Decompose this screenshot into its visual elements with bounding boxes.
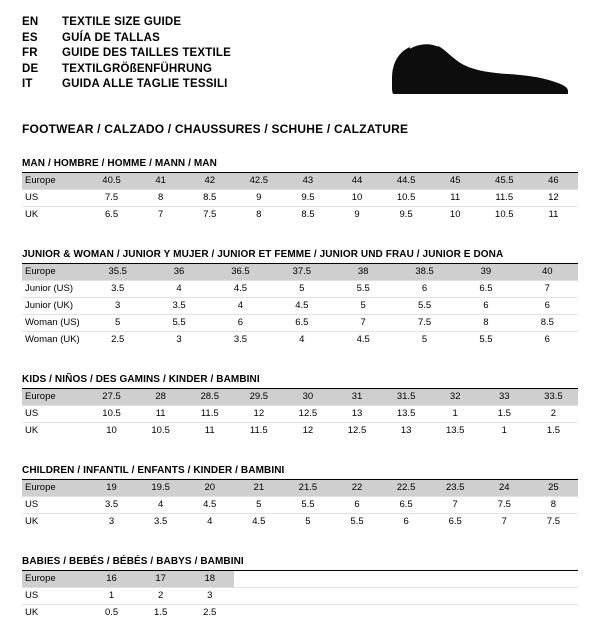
cell: 6 — [517, 298, 578, 315]
cell: 8.5 — [283, 207, 332, 224]
language-title: GUIDE DES TAILLES TEXTILE — [62, 47, 231, 63]
cell: 9 — [234, 190, 283, 207]
table-row — [22, 173, 578, 190]
table-row — [22, 406, 578, 423]
cell: 7.5 — [87, 190, 136, 207]
table-row — [22, 264, 578, 281]
cell: 5.5 — [148, 315, 209, 332]
cell: 32 — [431, 389, 480, 406]
cell: 13 — [332, 406, 381, 423]
language-rows — [22, 16, 231, 94]
language-code: EN — [22, 16, 62, 32]
block-title: JUNIOR & WOMAN / JUNIOR Y MUJER / JUNIOR ET FEMME / JUNIOR UND FRAU / JUNIOR E DONA — [22, 249, 578, 264]
cell-empty — [529, 571, 578, 588]
cell-empty — [283, 588, 332, 605]
row-label: Europe — [22, 389, 87, 406]
cell: 45.5 — [480, 173, 529, 190]
cell: 7 — [333, 315, 394, 332]
cell: 6.5 — [431, 514, 480, 531]
cell-empty — [283, 571, 332, 588]
block-title: MAN / HOMBRE / HOMME / MANN / MAN — [22, 158, 578, 173]
cell: 6.5 — [382, 497, 431, 514]
cell: 19.5 — [136, 480, 185, 497]
cell: 29.5 — [234, 389, 283, 406]
row-label: UK — [22, 605, 87, 621]
header — [22, 16, 578, 104]
cell: 10 — [431, 207, 480, 224]
cell: 4.5 — [333, 332, 394, 349]
cell: 11 — [185, 423, 234, 440]
cell-empty — [480, 588, 529, 605]
cell: 3.5 — [148, 298, 209, 315]
cell: 28.5 — [185, 389, 234, 406]
row-label: Europe — [22, 571, 87, 588]
cell: 9 — [332, 207, 381, 224]
cell: 8 — [136, 190, 185, 207]
cell-empty — [382, 571, 431, 588]
cell: 7.5 — [394, 315, 455, 332]
row-label: Europe — [22, 173, 87, 190]
cell: 19 — [87, 480, 136, 497]
table-row — [22, 423, 578, 440]
cell: 10 — [87, 423, 136, 440]
cell: 11.5 — [234, 423, 283, 440]
cell-empty — [480, 571, 529, 588]
cell: 27.5 — [87, 389, 136, 406]
cell: 5 — [234, 497, 283, 514]
row-label: US — [22, 406, 87, 423]
size-block-children — [22, 465, 578, 530]
cell: 3 — [185, 588, 234, 605]
cell: 31.5 — [382, 389, 431, 406]
cell: 5 — [283, 514, 332, 531]
row-label: Europe — [22, 480, 87, 497]
cell: 44 — [332, 173, 381, 190]
cell: 5.5 — [455, 332, 516, 349]
table-row — [22, 605, 578, 621]
cell: 37.5 — [271, 264, 332, 281]
row-label: US — [22, 190, 87, 207]
language-title-table — [22, 16, 231, 94]
cell: 12 — [234, 406, 283, 423]
block-title: KIDS / NIÑOS / DES GAMINS / KINDER / BAMBINI — [22, 374, 578, 389]
language-title: GUIDA ALLE TAGLIE TESSILI — [62, 78, 231, 94]
language-row — [22, 16, 231, 32]
size-table — [22, 480, 578, 530]
cell-empty — [283, 605, 332, 621]
cell-empty — [382, 605, 431, 621]
cell: 12 — [529, 190, 578, 207]
table-row — [22, 480, 578, 497]
cell: 46 — [529, 173, 578, 190]
cell: 4.5 — [185, 497, 234, 514]
language-row — [22, 32, 231, 48]
language-code: IT — [22, 78, 62, 94]
table-row — [22, 281, 578, 298]
cell-empty — [431, 588, 480, 605]
cell-empty — [234, 571, 283, 588]
cell: 5 — [271, 281, 332, 298]
cell: 13 — [382, 423, 431, 440]
table-row — [22, 207, 578, 224]
cell: 38 — [333, 264, 394, 281]
size-block-babies — [22, 556, 578, 621]
table-row — [22, 298, 578, 315]
cell: 20 — [185, 480, 234, 497]
cell: 44.5 — [382, 173, 431, 190]
cell: 35.5 — [87, 264, 148, 281]
cell: 6.5 — [87, 207, 136, 224]
table-row — [22, 332, 578, 349]
cell: 3.5 — [87, 497, 136, 514]
language-code: FR — [22, 47, 62, 63]
cell: 40 — [517, 264, 578, 281]
cell: 10.5 — [480, 207, 529, 224]
cell: 8.5 — [185, 190, 234, 207]
cell: 4 — [210, 298, 271, 315]
cell: 21.5 — [283, 480, 332, 497]
cell: 7 — [480, 514, 529, 531]
cell: 2.5 — [185, 605, 234, 621]
table-row — [22, 588, 578, 605]
cell: 2.5 — [87, 332, 148, 349]
cell: 4.5 — [210, 281, 271, 298]
cell: 7 — [517, 281, 578, 298]
row-label: UK — [22, 514, 87, 531]
row-label: Junior (US) — [22, 281, 87, 298]
cell: 6 — [332, 497, 381, 514]
language-row — [22, 78, 231, 94]
cell: 1 — [480, 423, 529, 440]
cell: 6 — [455, 298, 516, 315]
language-row — [22, 63, 231, 79]
cell: 31 — [332, 389, 381, 406]
cell: 38.5 — [394, 264, 455, 281]
cell: 41 — [136, 173, 185, 190]
cell: 6 — [517, 332, 578, 349]
cell: 33 — [480, 389, 529, 406]
row-label: US — [22, 497, 87, 514]
cell: 2 — [529, 406, 578, 423]
size-block-kids — [22, 374, 578, 439]
size-block-junior-woman — [22, 249, 578, 348]
cell: 36.5 — [210, 264, 271, 281]
cell: 5.5 — [394, 298, 455, 315]
cell: 3 — [148, 332, 209, 349]
cell: 45 — [431, 173, 480, 190]
cell: 40.5 — [87, 173, 136, 190]
cell: 12 — [283, 423, 332, 440]
row-label: Europe — [22, 264, 87, 281]
language-code: ES — [22, 32, 62, 48]
cell: 7.5 — [480, 497, 529, 514]
cell: 7 — [431, 497, 480, 514]
cell-empty — [431, 605, 480, 621]
table-row — [22, 497, 578, 514]
cell: 4.5 — [271, 298, 332, 315]
dress-shoe-icon — [390, 34, 570, 96]
cell: 5.5 — [333, 281, 394, 298]
cell: 1.5 — [136, 605, 185, 621]
cell: 22.5 — [382, 480, 431, 497]
cell: 16 — [87, 571, 136, 588]
cell-empty — [529, 605, 578, 621]
block-title: BABIES / BEBÉS / BÉBÉS / BABYS / BAMBINI — [22, 556, 578, 571]
size-block-man — [22, 158, 578, 223]
cell: 6 — [394, 281, 455, 298]
cell: 8 — [529, 497, 578, 514]
cell: 10 — [332, 190, 381, 207]
cell: 13.5 — [382, 406, 431, 423]
cell-empty — [431, 571, 480, 588]
cell: 30 — [283, 389, 332, 406]
cell: 17 — [136, 571, 185, 588]
cell: 4 — [271, 332, 332, 349]
cell: 11.5 — [185, 406, 234, 423]
table-row — [22, 571, 578, 588]
cell: 25 — [529, 480, 578, 497]
cell: 4.5 — [234, 514, 283, 531]
cell: 6 — [382, 514, 431, 531]
cell: 10.5 — [87, 406, 136, 423]
cell: 5 — [333, 298, 394, 315]
cell: 21 — [234, 480, 283, 497]
table-row — [22, 514, 578, 531]
cell-empty — [382, 588, 431, 605]
cell: 7.5 — [529, 514, 578, 531]
table-row — [22, 389, 578, 406]
cell: 6.5 — [271, 315, 332, 332]
cell: 43 — [283, 173, 332, 190]
cell: 12.5 — [332, 423, 381, 440]
size-table — [22, 389, 578, 439]
cell-empty — [234, 605, 283, 621]
language-row — [22, 47, 231, 63]
row-label: UK — [22, 207, 87, 224]
cell: 7 — [136, 207, 185, 224]
row-label: UK — [22, 423, 87, 440]
cell: 39 — [455, 264, 516, 281]
size-table — [22, 264, 578, 348]
cell: 33.5 — [529, 389, 578, 406]
cell-empty — [332, 605, 381, 621]
cell: 4 — [148, 281, 209, 298]
cell: 1 — [431, 406, 480, 423]
cell: 1.5 — [480, 406, 529, 423]
cell: 7.5 — [185, 207, 234, 224]
cell: 42 — [185, 173, 234, 190]
language-title: GUÍA DE TALLAS — [62, 32, 231, 48]
cell: 2 — [136, 588, 185, 605]
cell: 8.5 — [517, 315, 578, 332]
cell: 12.5 — [283, 406, 332, 423]
cell-empty — [529, 588, 578, 605]
cell: 42.5 — [234, 173, 283, 190]
language-title: TEXTILGRÖßENFÜHRUNG — [62, 63, 231, 79]
cell: 11 — [529, 207, 578, 224]
block-title: CHILDREN / INFANTIL / ENFANTS / KINDER / BAMBINI — [22, 465, 578, 480]
cell: 22 — [332, 480, 381, 497]
cell: 5.5 — [332, 514, 381, 531]
cell: 5 — [87, 315, 148, 332]
cell: 3.5 — [210, 332, 271, 349]
size-table — [22, 571, 578, 621]
table-row — [22, 315, 578, 332]
cell: 18 — [185, 571, 234, 588]
row-label: Junior (UK) — [22, 298, 87, 315]
cell: 9.5 — [382, 207, 431, 224]
cell: 9.5 — [283, 190, 332, 207]
row-label: Woman (UK) — [22, 332, 87, 349]
cell-empty — [234, 588, 283, 605]
cell: 36 — [148, 264, 209, 281]
cell: 10.5 — [382, 190, 431, 207]
cell-empty — [332, 571, 381, 588]
cell-empty — [480, 605, 529, 621]
language-code: DE — [22, 63, 62, 79]
cell: 3.5 — [136, 514, 185, 531]
cell: 4 — [136, 497, 185, 514]
table-row — [22, 190, 578, 207]
cell: 3 — [87, 298, 148, 315]
cell: 11 — [431, 190, 480, 207]
cell-empty — [332, 588, 381, 605]
language-title: TEXTILE SIZE GUIDE — [62, 16, 231, 32]
cell: 0.5 — [87, 605, 136, 621]
cell: 1 — [87, 588, 136, 605]
cell: 28 — [136, 389, 185, 406]
cell: 6 — [210, 315, 271, 332]
cell: 6.5 — [455, 281, 516, 298]
category-title: FOOTWEAR / CALZADO / CHAUSSURES / SCHUHE / CALZATURE — [22, 122, 578, 136]
cell: 5 — [394, 332, 455, 349]
cell: 1.5 — [529, 423, 578, 440]
row-label: US — [22, 588, 87, 605]
row-label: Woman (US) — [22, 315, 87, 332]
cell: 3 — [87, 514, 136, 531]
cell: 4 — [185, 514, 234, 531]
cell: 11 — [136, 406, 185, 423]
cell: 8 — [455, 315, 516, 332]
cell: 3.5 — [87, 281, 148, 298]
cell: 10.5 — [136, 423, 185, 440]
cell: 11.5 — [480, 190, 529, 207]
cell: 13.5 — [431, 423, 480, 440]
size-table — [22, 173, 578, 223]
cell: 5.5 — [283, 497, 332, 514]
cell: 23.5 — [431, 480, 480, 497]
cell: 24 — [480, 480, 529, 497]
cell: 8 — [234, 207, 283, 224]
